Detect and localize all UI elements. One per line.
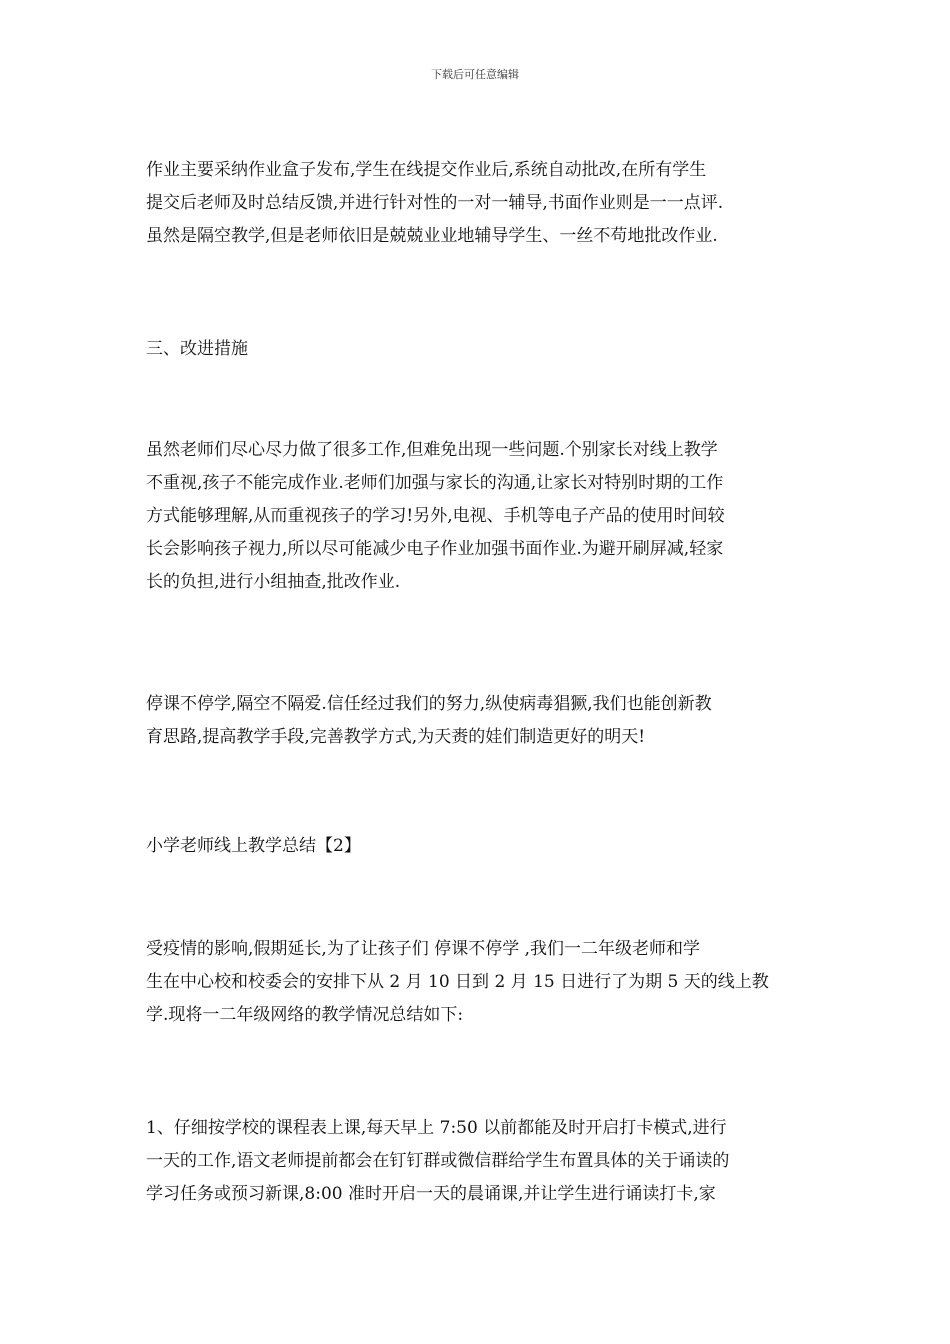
text-line: 育思路,提高教学手段,完善教学方式,为天赉的娃们制造更好的明天!	[146, 727, 646, 747]
text-line: 作业主要采纳作业盒子发布,学生在线提交作业后,系统自动批改,在所有学生	[146, 160, 707, 180]
text-line: 受疫情的影响,假期延长,为了让孩子们 停课不停学 ,我们一二年级老师和学	[146, 939, 701, 959]
text-line: 虽然老师们尽心尽力做了很多工作,但难免出现一些问题.个别家长对线上教学	[146, 440, 718, 460]
text-line: 停课不停学,隔空不隔爱.信任经过我们的努力,纵使病毒猖獗,我们也能创新教	[146, 694, 712, 714]
text-line: 小学老师线上教学总结【2】	[146, 836, 361, 856]
section-heading-summary-2	[146, 830, 810, 863]
paragraph-conclusion	[146, 688, 810, 754]
paragraph-intro	[146, 933, 810, 1032]
text-line: 学习任务或预习新课,8:00 准时开启一天的晨诵课,并让学生进行诵读打卡,家	[146, 1184, 716, 1204]
text-line: 长的负担,进行小组抽查,批改作业.	[146, 572, 401, 592]
text-line: 提交后老师及时总结反馈,并进行针对性的一对一辅导,书面作业则是一一点评.	[146, 193, 724, 213]
text-line: 不重视,孩子不能完成作业.老师们加强与家长的沟通,让家长对特别时期的工作	[146, 473, 724, 493]
text-line: 虽然是隔空教学,但是老师依旧是兢兢业业地辅导学生、一丝不苟地批改作业.	[146, 226, 718, 246]
text-line: 学.现将一二年级网络的教学情况总结如下:	[146, 1005, 464, 1025]
section-heading-improvements	[146, 333, 810, 366]
text-line: 生在中心校和校委会的安排下从 2 月 10 日到 2 月 15 日进行了为期 5 天的线上教	[146, 972, 769, 992]
text-line: 方式能够理解,从而重视孩子的学习!另外,电视、手机等电子产品的使用时间较	[146, 506, 725, 526]
paragraph-issues	[146, 434, 810, 599]
text-line: 三、改进措施	[146, 339, 248, 359]
page-header: 下载后可任意编辑	[431, 68, 519, 81]
paragraph-item-1	[146, 1112, 810, 1211]
text-line: 一天的工作,语文老师提前都会在钉钉群或微信群给学生布置具体的关于诵读的	[146, 1151, 730, 1171]
text-line: 长会影响孩子视力,所以尽可能减少电子作业加强书面作业.为避开刷屏减,轻家	[146, 539, 724, 559]
paragraph-homework	[146, 154, 810, 253]
text-line: 1、仔细按学校的课程表上课,每天早上 7:50 以前都能及时开启打卡模式,进行	[146, 1118, 727, 1138]
